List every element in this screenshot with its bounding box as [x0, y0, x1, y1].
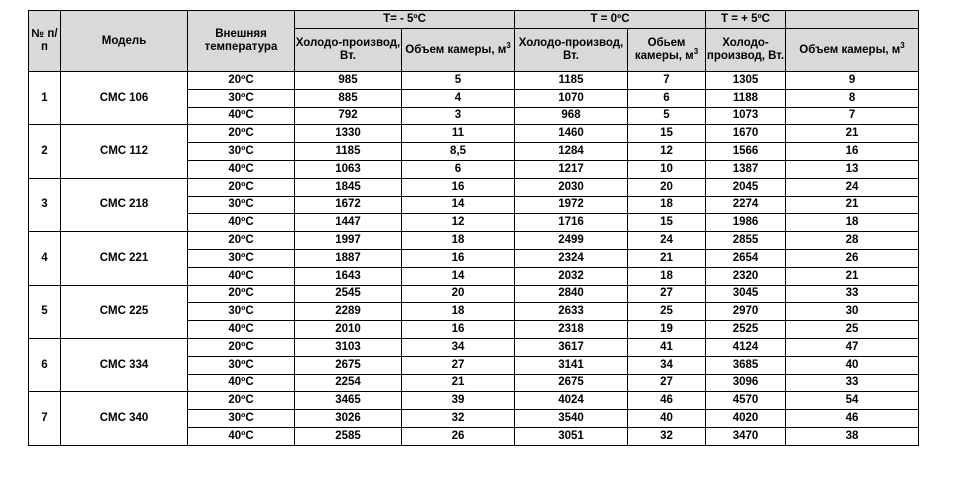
sub-temp-cell: 40ºC: [188, 267, 295, 285]
volume-plus5-cell: 18: [786, 214, 919, 232]
cold-prod-plus5-cell: 2320: [706, 267, 786, 285]
cold-prod-minus5-cell: 1887: [295, 249, 402, 267]
cold-prod-minus5-cell: 2010: [295, 321, 402, 339]
cold-prod-minus5-cell: 1672: [295, 196, 402, 214]
cold-prod-0-cell: 3617: [515, 338, 628, 356]
cold-prod-plus5-cell: 2855: [706, 232, 786, 250]
row-number: 7: [29, 392, 61, 445]
volume-0-cell: 27: [628, 374, 706, 392]
header-group-0: T = 0ºC: [515, 11, 706, 29]
volume-minus5-cell: 11: [402, 125, 515, 143]
cold-prod-0-cell: 4024: [515, 392, 628, 410]
cold-prod-plus5-cell: 2525: [706, 321, 786, 339]
model-name: CMC 225: [61, 285, 188, 338]
header-model: Модель: [61, 11, 188, 72]
sub-temp-cell: 40ºC: [188, 374, 295, 392]
header-cold-prod-2: Холодо-производ, Вт.: [515, 29, 628, 72]
cold-prod-minus5-cell: 1845: [295, 178, 402, 196]
header-volume-2-sup: 3: [693, 47, 699, 57]
header-cold-prod-1: Холодо-производ, Вт.: [295, 29, 402, 72]
cold-prod-minus5-cell: 3465: [295, 392, 402, 410]
volume-0-cell: 18: [628, 267, 706, 285]
volume-minus5-cell: 14: [402, 196, 515, 214]
sub-temp-cell: 30ºC: [188, 143, 295, 161]
volume-minus5-cell: 3: [402, 107, 515, 125]
cold-prod-0-cell: 3141: [515, 356, 628, 374]
header-cold-prod-3: Холодо-производ, Вт.: [706, 29, 786, 72]
volume-0-cell: 15: [628, 214, 706, 232]
header-volume-3-text: Объем камеры, м: [799, 43, 901, 56]
cold-prod-plus5-cell: 2274: [706, 196, 786, 214]
volume-0-cell: 7: [628, 72, 706, 90]
cold-prod-plus5-cell: 2654: [706, 249, 786, 267]
header-volume-1: [402, 29, 515, 72]
volume-minus5-cell: 8,5: [402, 143, 515, 161]
cold-prod-plus5-cell: 3096: [706, 374, 786, 392]
volume-0-cell: 20: [628, 178, 706, 196]
cold-prod-plus5-cell: 2970: [706, 303, 786, 321]
volume-minus5-cell: 12: [402, 214, 515, 232]
cold-prod-0-cell: 2840: [515, 285, 628, 303]
volume-0-cell: 21: [628, 249, 706, 267]
cold-prod-plus5-cell: 1566: [706, 143, 786, 161]
sub-temp-cell: 20ºC: [188, 178, 295, 196]
cold-prod-plus5-cell: 1073: [706, 107, 786, 125]
sub-temp-cell: 40ºC: [188, 107, 295, 125]
cold-prod-minus5-cell: 2254: [295, 374, 402, 392]
sub-temp-cell: 20ºC: [188, 72, 295, 90]
volume-plus5-cell: 13: [786, 160, 919, 178]
sub-temp-cell: 40ºC: [188, 427, 295, 445]
row-number: 3: [29, 178, 61, 231]
row-number: 2: [29, 125, 61, 178]
cold-prod-minus5-cell: 2675: [295, 356, 402, 374]
cold-prod-plus5-cell: 4124: [706, 338, 786, 356]
cold-prod-plus5-cell: 3470: [706, 427, 786, 445]
volume-plus5-cell: 40: [786, 356, 919, 374]
model-name: CMC 106: [61, 72, 188, 125]
model-name: CMC 334: [61, 338, 188, 391]
volume-plus5-cell: 38: [786, 427, 919, 445]
volume-plus5-cell: 47: [786, 338, 919, 356]
sub-temp-cell: 20ºC: [188, 125, 295, 143]
header-group-minus5: T= - 5ºC: [295, 11, 515, 29]
table-row: [29, 285, 919, 303]
cold-prod-0-cell: 2318: [515, 321, 628, 339]
volume-0-cell: 34: [628, 356, 706, 374]
cold-prod-0-cell: 1716: [515, 214, 628, 232]
row-number: 1: [29, 72, 61, 125]
cold-prod-0-cell: 1460: [515, 125, 628, 143]
cold-prod-0-cell: 3051: [515, 427, 628, 445]
cold-prod-0-cell: 2633: [515, 303, 628, 321]
cold-prod-minus5-cell: 1185: [295, 143, 402, 161]
cold-prod-plus5-cell: 2045: [706, 178, 786, 196]
cold-prod-plus5-cell: 1305: [706, 72, 786, 90]
row-number: 5: [29, 285, 61, 338]
cold-prod-0-cell: 1217: [515, 160, 628, 178]
header-volume-1-sup: 3: [506, 40, 511, 50]
volume-plus5-cell: 26: [786, 249, 919, 267]
volume-plus5-cell: 46: [786, 410, 919, 428]
volume-plus5-cell: 7: [786, 107, 919, 125]
volume-0-cell: 41: [628, 338, 706, 356]
cold-prod-plus5-cell: 4570: [706, 392, 786, 410]
table-row: [29, 72, 919, 90]
volume-0-cell: 24: [628, 232, 706, 250]
header-group-plus5: T = + 5ºC: [706, 11, 786, 29]
sub-temp-cell: 30ºC: [188, 196, 295, 214]
cold-prod-0-cell: 2675: [515, 374, 628, 392]
volume-minus5-cell: 5: [402, 72, 515, 90]
cold-prod-minus5-cell: 2289: [295, 303, 402, 321]
sub-temp-cell: 30ºC: [188, 89, 295, 107]
cold-prod-0-cell: 1185: [515, 72, 628, 90]
cold-prod-0-cell: 2324: [515, 249, 628, 267]
table-row: [29, 338, 919, 356]
volume-0-cell: 40: [628, 410, 706, 428]
header-volume-1-text: Объем камеры, м: [405, 43, 507, 56]
cold-prod-minus5-cell: 3026: [295, 410, 402, 428]
cold-prod-minus5-cell: 792: [295, 107, 402, 125]
volume-plus5-cell: 33: [786, 374, 919, 392]
volume-minus5-cell: 20: [402, 285, 515, 303]
table-row: [29, 125, 919, 143]
cold-prod-plus5-cell: 1986: [706, 214, 786, 232]
header-volume-3-sup: 3: [900, 40, 905, 50]
header-volume-2-text: Обьем камеры, м: [634, 37, 694, 62]
volume-minus5-cell: 16: [402, 178, 515, 196]
volume-plus5-cell: 16: [786, 143, 919, 161]
volume-0-cell: 32: [628, 427, 706, 445]
sub-temp-cell: 40ºC: [188, 214, 295, 232]
volume-0-cell: 6: [628, 89, 706, 107]
volume-plus5-cell: 30: [786, 303, 919, 321]
table-row: [29, 232, 919, 250]
sub-temp-cell: 40ºC: [188, 160, 295, 178]
volume-0-cell: 10: [628, 160, 706, 178]
volume-minus5-cell: 26: [402, 427, 515, 445]
table-row: [29, 392, 919, 410]
sub-temp-cell: 40ºC: [188, 321, 295, 339]
cold-prod-minus5-cell: 2585: [295, 427, 402, 445]
cold-prod-plus5-cell: 3685: [706, 356, 786, 374]
volume-0-cell: 5: [628, 107, 706, 125]
cold-prod-minus5-cell: 885: [295, 89, 402, 107]
volume-minus5-cell: 27: [402, 356, 515, 374]
volume-minus5-cell: 34: [402, 338, 515, 356]
volume-plus5-cell: 21: [786, 125, 919, 143]
volume-0-cell: 19: [628, 321, 706, 339]
model-name: CMC 218: [61, 178, 188, 231]
cold-prod-minus5-cell: 1447: [295, 214, 402, 232]
sub-temp-cell: 30ºC: [188, 249, 295, 267]
volume-minus5-cell: 16: [402, 249, 515, 267]
cold-prod-minus5-cell: 3103: [295, 338, 402, 356]
volume-plus5-cell: 24: [786, 178, 919, 196]
volume-0-cell: 12: [628, 143, 706, 161]
table-body: [29, 72, 919, 446]
row-number: 4: [29, 232, 61, 285]
cold-prod-0-cell: 2032: [515, 267, 628, 285]
volume-0-cell: 18: [628, 196, 706, 214]
sub-temp-cell: 20ºC: [188, 232, 295, 250]
header-num: № п/п: [29, 11, 61, 72]
volume-minus5-cell: 21: [402, 374, 515, 392]
cold-prod-plus5-cell: 4020: [706, 410, 786, 428]
cold-prod-minus5-cell: 1643: [295, 267, 402, 285]
volume-plus5-cell: 21: [786, 267, 919, 285]
cold-prod-minus5-cell: 1997: [295, 232, 402, 250]
cold-prod-plus5-cell: 3045: [706, 285, 786, 303]
model-name: CMC 221: [61, 232, 188, 285]
table-row: [29, 178, 919, 196]
sub-temp-cell: 30ºC: [188, 410, 295, 428]
sub-temp-cell: 20ºC: [188, 338, 295, 356]
volume-minus5-cell: 4: [402, 89, 515, 107]
volume-plus5-cell: 33: [786, 285, 919, 303]
cold-prod-0-cell: 3540: [515, 410, 628, 428]
volume-plus5-cell: 21: [786, 196, 919, 214]
header-group-plus5-blank: [786, 11, 919, 29]
cold-prod-minus5-cell: 2545: [295, 285, 402, 303]
model-name: CMC 340: [61, 392, 188, 445]
volume-minus5-cell: 18: [402, 232, 515, 250]
header-volume-2: [628, 29, 706, 72]
volume-plus5-cell: 54: [786, 392, 919, 410]
volume-minus5-cell: 16: [402, 321, 515, 339]
sub-temp-cell: 30ºC: [188, 303, 295, 321]
cold-prod-plus5-cell: 1670: [706, 125, 786, 143]
header-ext-temp: Внешняя температура: [188, 11, 295, 72]
cold-prod-0-cell: 1284: [515, 143, 628, 161]
cold-prod-0-cell: 2499: [515, 232, 628, 250]
volume-minus5-cell: 32: [402, 410, 515, 428]
sub-temp-cell: 20ºC: [188, 392, 295, 410]
cold-prod-minus5-cell: 1330: [295, 125, 402, 143]
volume-plus5-cell: 25: [786, 321, 919, 339]
volume-0-cell: 15: [628, 125, 706, 143]
cold-prod-0-cell: 968: [515, 107, 628, 125]
volume-minus5-cell: 18: [402, 303, 515, 321]
model-name: CMC 112: [61, 125, 188, 178]
volume-minus5-cell: 39: [402, 392, 515, 410]
cold-prod-0-cell: 1972: [515, 196, 628, 214]
volume-plus5-cell: 9: [786, 72, 919, 90]
cold-prod-minus5-cell: 1063: [295, 160, 402, 178]
refrigeration-spec-table: [28, 10, 919, 446]
cold-prod-plus5-cell: 1188: [706, 89, 786, 107]
volume-0-cell: 27: [628, 285, 706, 303]
sub-temp-cell: 20ºC: [188, 285, 295, 303]
volume-0-cell: 46: [628, 392, 706, 410]
volume-plus5-cell: 8: [786, 89, 919, 107]
header-volume-3: [786, 29, 919, 72]
cold-prod-0-cell: 1070: [515, 89, 628, 107]
volume-minus5-cell: 6: [402, 160, 515, 178]
sub-temp-cell: 30ºC: [188, 356, 295, 374]
volume-0-cell: 25: [628, 303, 706, 321]
cold-prod-minus5-cell: 985: [295, 72, 402, 90]
cold-prod-0-cell: 2030: [515, 178, 628, 196]
volume-minus5-cell: 14: [402, 267, 515, 285]
cold-prod-plus5-cell: 1387: [706, 160, 786, 178]
row-number: 6: [29, 338, 61, 391]
volume-plus5-cell: 28: [786, 232, 919, 250]
